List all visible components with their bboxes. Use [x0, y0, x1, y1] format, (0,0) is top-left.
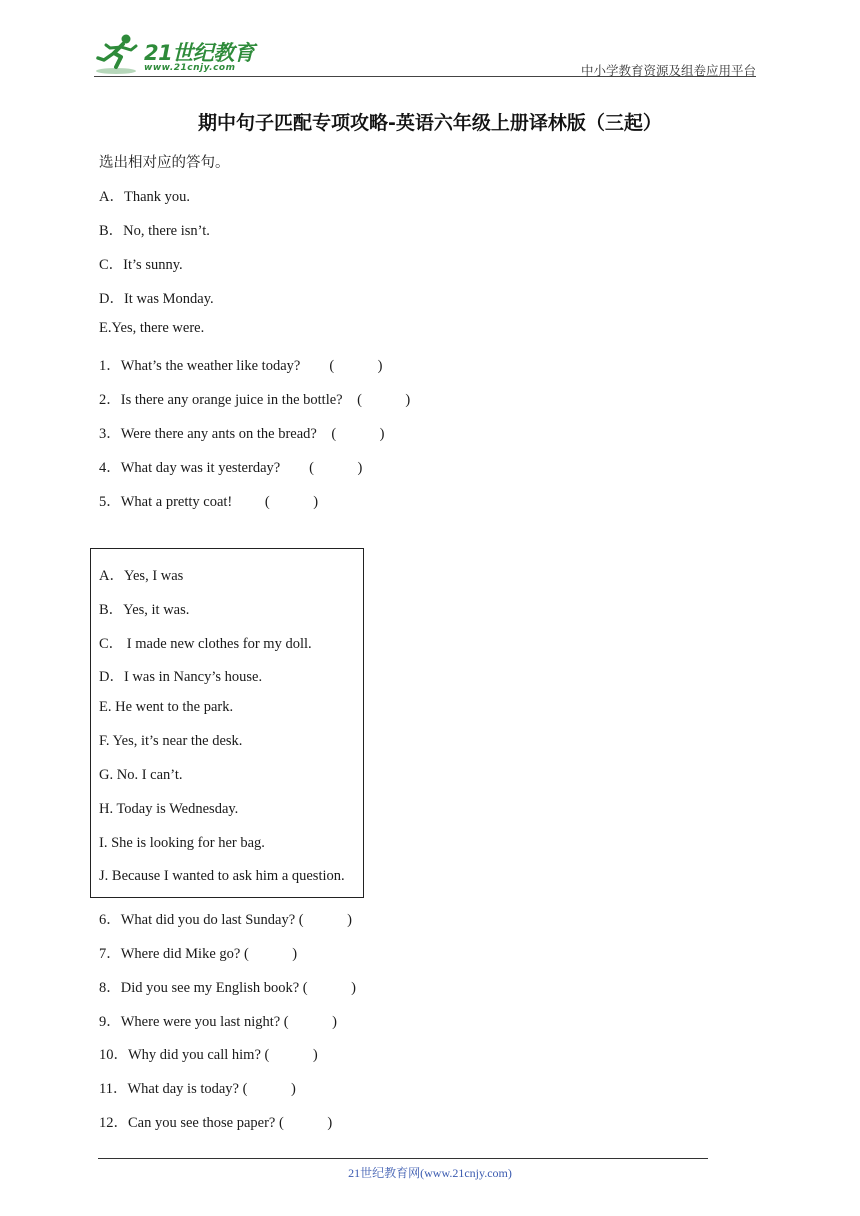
- option-e: E.Yes, there were.: [99, 320, 205, 336]
- question-8: 8．Did you see my English book? ( ): [99, 980, 356, 996]
- page-title: 期中句子匹配专项攻略-英语六年级上册译林版（三起）: [198, 112, 662, 134]
- question-10: 10．Why did you call him? ( ): [99, 1047, 318, 1063]
- question-3: 3．Were there any ants on the bread? ( ): [99, 426, 385, 442]
- question-2: 2．Is there any orange juice in the bottle? ( ): [99, 392, 411, 408]
- box-option-a: A．Yes, I was: [99, 568, 184, 584]
- header-divider: [94, 76, 756, 77]
- option-a: A．Thank you.: [99, 189, 191, 205]
- box-option-j: J. Because I wanted to ask him a question.: [99, 868, 345, 884]
- option-d: D．It was Monday.: [99, 291, 214, 307]
- box-option-b: B．Yes, it was.: [99, 602, 190, 618]
- site-logo: [94, 33, 264, 79]
- box-option-c: C． I made new clothes for my doll.: [99, 636, 312, 652]
- question-7: 7．Where did Mike go? ( ): [99, 946, 298, 962]
- header-platform-text: 中小学教育资源及组卷应用平台: [580, 64, 756, 78]
- box-option-i: I. She is looking for her bag.: [99, 835, 265, 851]
- logo-text: 21世纪教育: [144, 41, 255, 65]
- box-option-h: H. Today is Wednesday.: [99, 801, 239, 817]
- option-c: C．It’s sunny.: [99, 257, 183, 273]
- box-option-d: D．I was in Nancy’s house.: [99, 669, 263, 685]
- footer-link[interactable]: 21世纪教育网(www.21cnjy.com): [348, 1166, 512, 1180]
- logo-url: www.21cnjy.com: [144, 63, 236, 73]
- runner-logo-icon: [94, 33, 142, 77]
- question-9: 9．Where were you last night? ( ): [99, 1014, 337, 1030]
- box-option-g: G. No. I can’t.: [99, 767, 183, 783]
- box-option-f: F. Yes, it’s near the desk.: [99, 733, 243, 749]
- footer-divider: [98, 1158, 708, 1159]
- option-b: B．No, there isn’t.: [99, 223, 210, 239]
- question-12: 12．Can you see those paper? ( ): [99, 1115, 333, 1131]
- question-4: 4．What day was it yesterday? ( ): [99, 460, 363, 476]
- question-6: 6．What did you do last Sunday? ( ): [99, 912, 352, 928]
- question-5: 5．What a pretty coat! ( ): [99, 494, 319, 510]
- instruction-text: 选出相对应的答句。: [99, 155, 230, 171]
- question-1: 1．What’s the weather like today? ( ): [99, 358, 383, 374]
- box-option-e: E. He went to the park.: [99, 699, 234, 715]
- question-11: 11．What day is today? ( ): [99, 1081, 296, 1097]
